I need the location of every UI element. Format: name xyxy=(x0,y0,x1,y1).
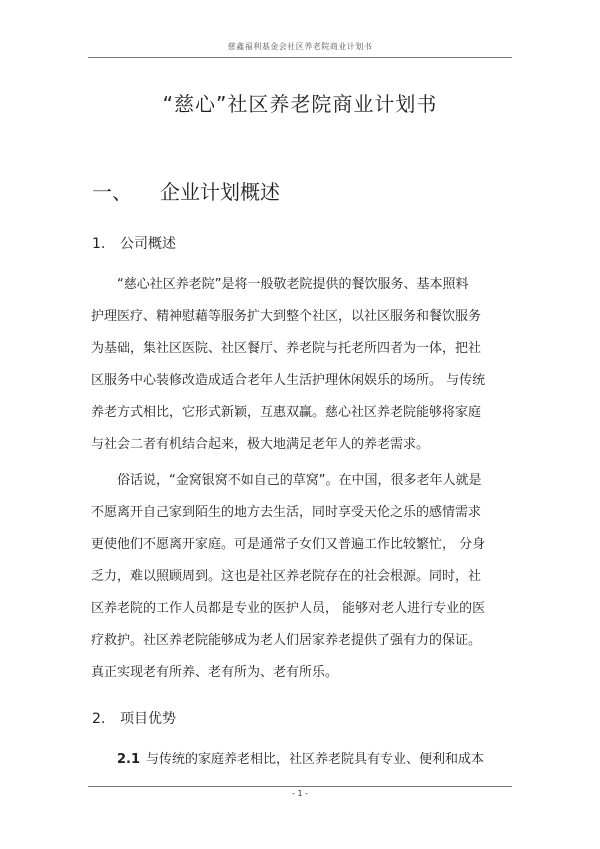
document-title: “慈心”社区养老院商业计划书 xyxy=(162,92,438,116)
paragraph-line: 区服务中心装修改造成适合老年人生活护理休闲娱乐的场所。 与传统 xyxy=(91,373,486,388)
paragraph-line: 为基础，集社区医院、社区餐厅、养老院与托老所四者为一体，把社 xyxy=(91,341,482,356)
footer-rule xyxy=(88,786,512,787)
sub-heading-project-advantages xyxy=(92,708,176,728)
item-number: 2.1 xyxy=(117,752,141,767)
sub-heading-title: 项目优势 xyxy=(120,711,176,727)
paragraph-company-overview xyxy=(91,269,511,461)
paragraph-line: “慈心社区养老院”是将一般敬老院提供的餐饮服务、基本照料 xyxy=(117,277,469,292)
paragraph-line: 俗话说，“金窝银窝不如自己的草窝”。在中国，很多老年人就是 xyxy=(117,473,482,488)
sub-heading-company-overview xyxy=(92,233,176,253)
sub-heading-number: 1. xyxy=(92,236,106,252)
paragraph-social-roots xyxy=(91,465,511,689)
paragraph-line: 养老方式相比，它形式新颖，互惠双赢。慈心社区养老院能够将家庭 xyxy=(91,405,482,420)
sub-heading-number: 2. xyxy=(92,711,106,727)
section-title: 企业计划概述 xyxy=(160,180,280,204)
paragraph-line: 与社会二者有机结合起来，极大地满足老年人的养老需求。 xyxy=(91,437,430,452)
paragraph-line: 护理医疗、精神慰藉等服务扩大到整个社区，以社区服务和餐饮服务 xyxy=(91,309,482,324)
sub-heading-title: 公司概述 xyxy=(120,236,176,252)
section-number: 一、 xyxy=(92,180,132,204)
paragraph-line: 区养老院的工作人员都是专业的医护人员， 能够对老人进行专业的医 xyxy=(91,601,486,616)
section-heading-1 xyxy=(92,176,280,205)
paragraph-line: 疗救护。社区养老院能够成为老人们居家养老提供了强有力的保证。 xyxy=(91,633,482,648)
header-rule xyxy=(88,57,512,58)
paragraph-line: 乏力，难以照顾周到。这也是社区养老院存在的社会根源。同时，社 xyxy=(91,569,482,584)
paragraph-line: 真正实现老有所养、老有所为、老有所乐。 xyxy=(91,665,339,680)
item-2-1 xyxy=(117,748,484,767)
paragraph-line: 更使他们不愿离开家庭。可是通常子女们又普遍工作比较繁忙， 分身 xyxy=(91,537,486,552)
running-header: 慈鑫福利基金会社区养老院商业计划书 xyxy=(227,42,373,51)
paragraph-line: 不愿离开自己家到陌生的地方去生活，同时享受天伦之乐的感情需求 xyxy=(91,505,482,520)
item-text: 与传统的家庭养老相比，社区养老院具有专业、便利和成本 xyxy=(146,752,485,767)
page-number: - 1 - xyxy=(292,789,308,798)
